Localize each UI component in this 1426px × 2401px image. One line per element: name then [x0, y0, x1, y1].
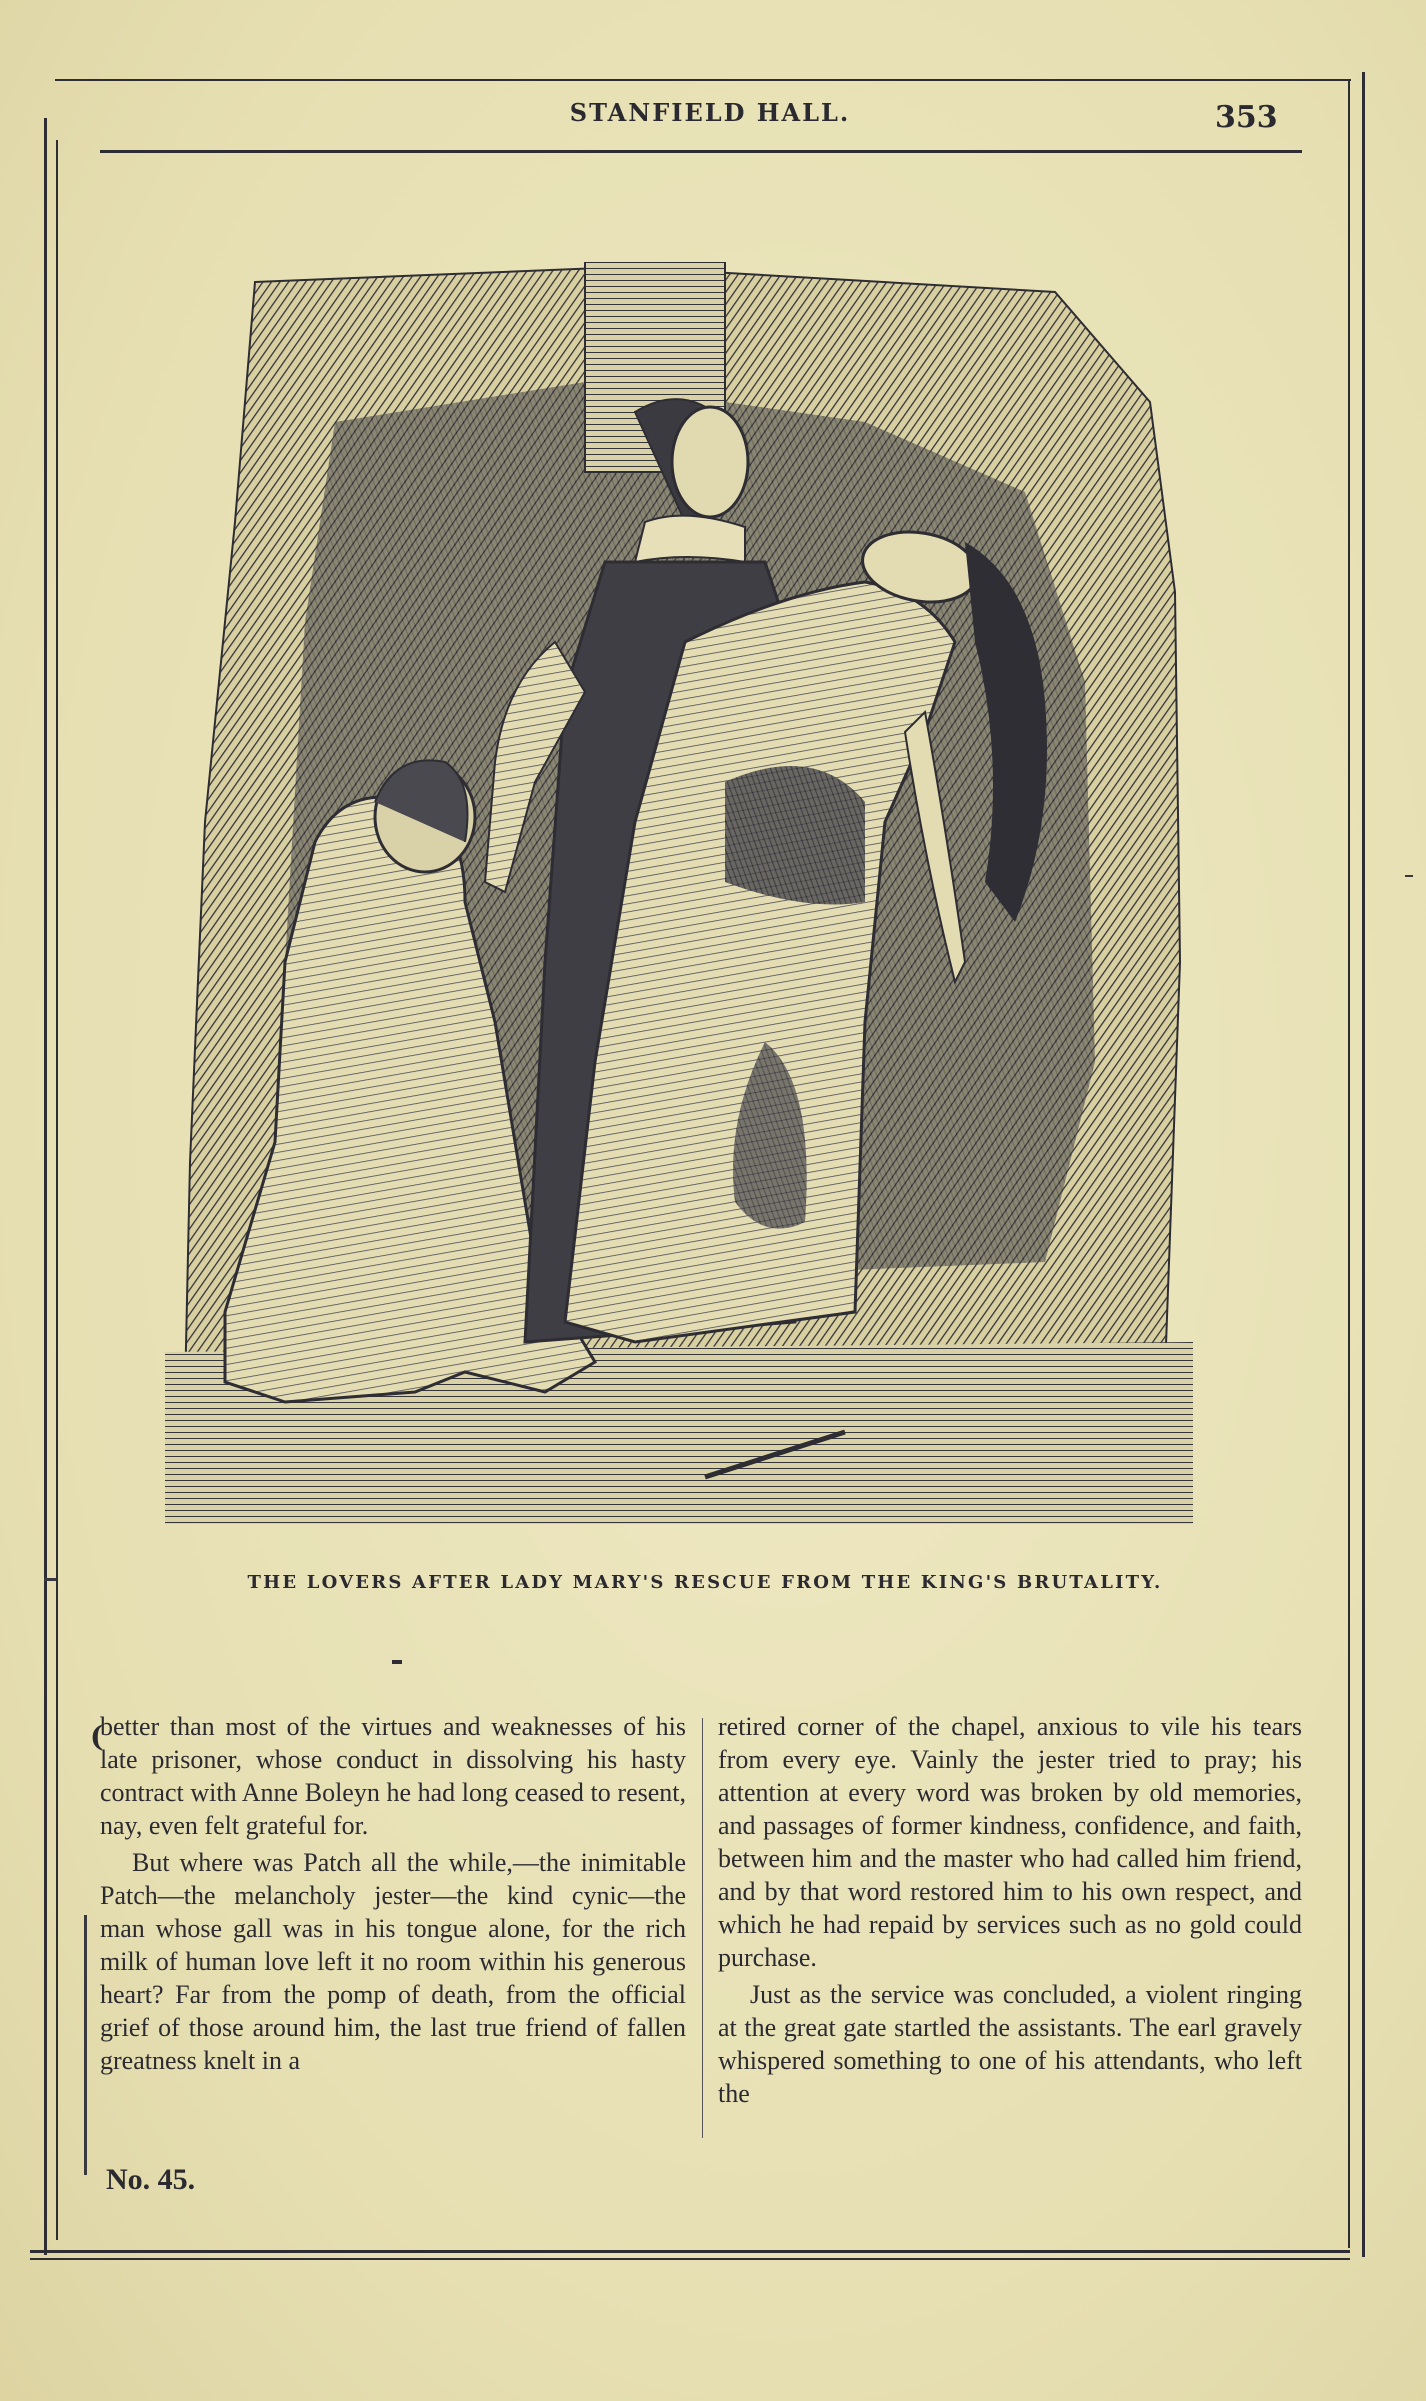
right-frame-rule-outer — [1362, 72, 1365, 2257]
left-tick-mark — [44, 1578, 56, 1581]
issue-number-label: No. 45. — [106, 2163, 196, 2196]
ink-bracket-mark: ( — [90, 1720, 104, 1753]
ink-margin-line — [84, 1915, 87, 2175]
header-rule — [100, 150, 1302, 153]
bottom-frame-rule-2 — [30, 2258, 1350, 2260]
left-paragraph-1: better than most of the virtues and weaknesses of his late prisoner, whose conduct in dissolving his hasty contract with Anne Boleyn he had long ceased to resent, nay, even felt grateful for. — [100, 1712, 686, 1840]
right-frame-rule-inner — [1348, 80, 1350, 2248]
left-text-column — [100, 1710, 686, 2077]
left-frame-rule-outer — [44, 118, 47, 2255]
right-text-column — [718, 1710, 1302, 2110]
page-number: 353 — [1215, 100, 1278, 135]
running-title: STANFIELD HALL. — [569, 98, 851, 127]
engraving-illustration — [165, 262, 1193, 1524]
printer-mark — [392, 1660, 402, 1664]
right-paragraph-2: Just as the service was concluded, a violent ringing at the great gate startled the assistants. The earl gravely whispered something to one of his attendants, who left the — [718, 1980, 1302, 2108]
bottom-frame-rule — [30, 2250, 1350, 2253]
edge-tick-mark — [1405, 875, 1413, 877]
illustration-caption: THE LOVERS AFTER LADY MARY'S RESCUE FROM THE KING'S BRUTALITY. — [247, 1572, 1163, 1593]
left-frame-rule-inner — [56, 140, 58, 2240]
right-paragraph-1: retired corner of the chapel, anxious to vile his tears from every eye. Vainly the jester tried to pray; his attention at every word was broken by old memories, and passages of former kindness, confidence, and faith, between him and the master who had called him friend, and by that word restored him to his own respect, and which he had repaid by services such as no gold could purchase. — [718, 1712, 1302, 1972]
left-paragraph-2: But where was Patch all the while,—the inimitable Patch—the melancholy jester—the kind cynic—the man whose gall was in his tongue alone, for the rich milk of human love left it no room within his generous heart? Far from the pomp of death, from the official grief of those around him, the last true friend of fallen greatness knelt in a — [100, 1848, 686, 2075]
column-divider — [702, 1718, 703, 2138]
top-frame-rule — [55, 79, 1351, 81]
